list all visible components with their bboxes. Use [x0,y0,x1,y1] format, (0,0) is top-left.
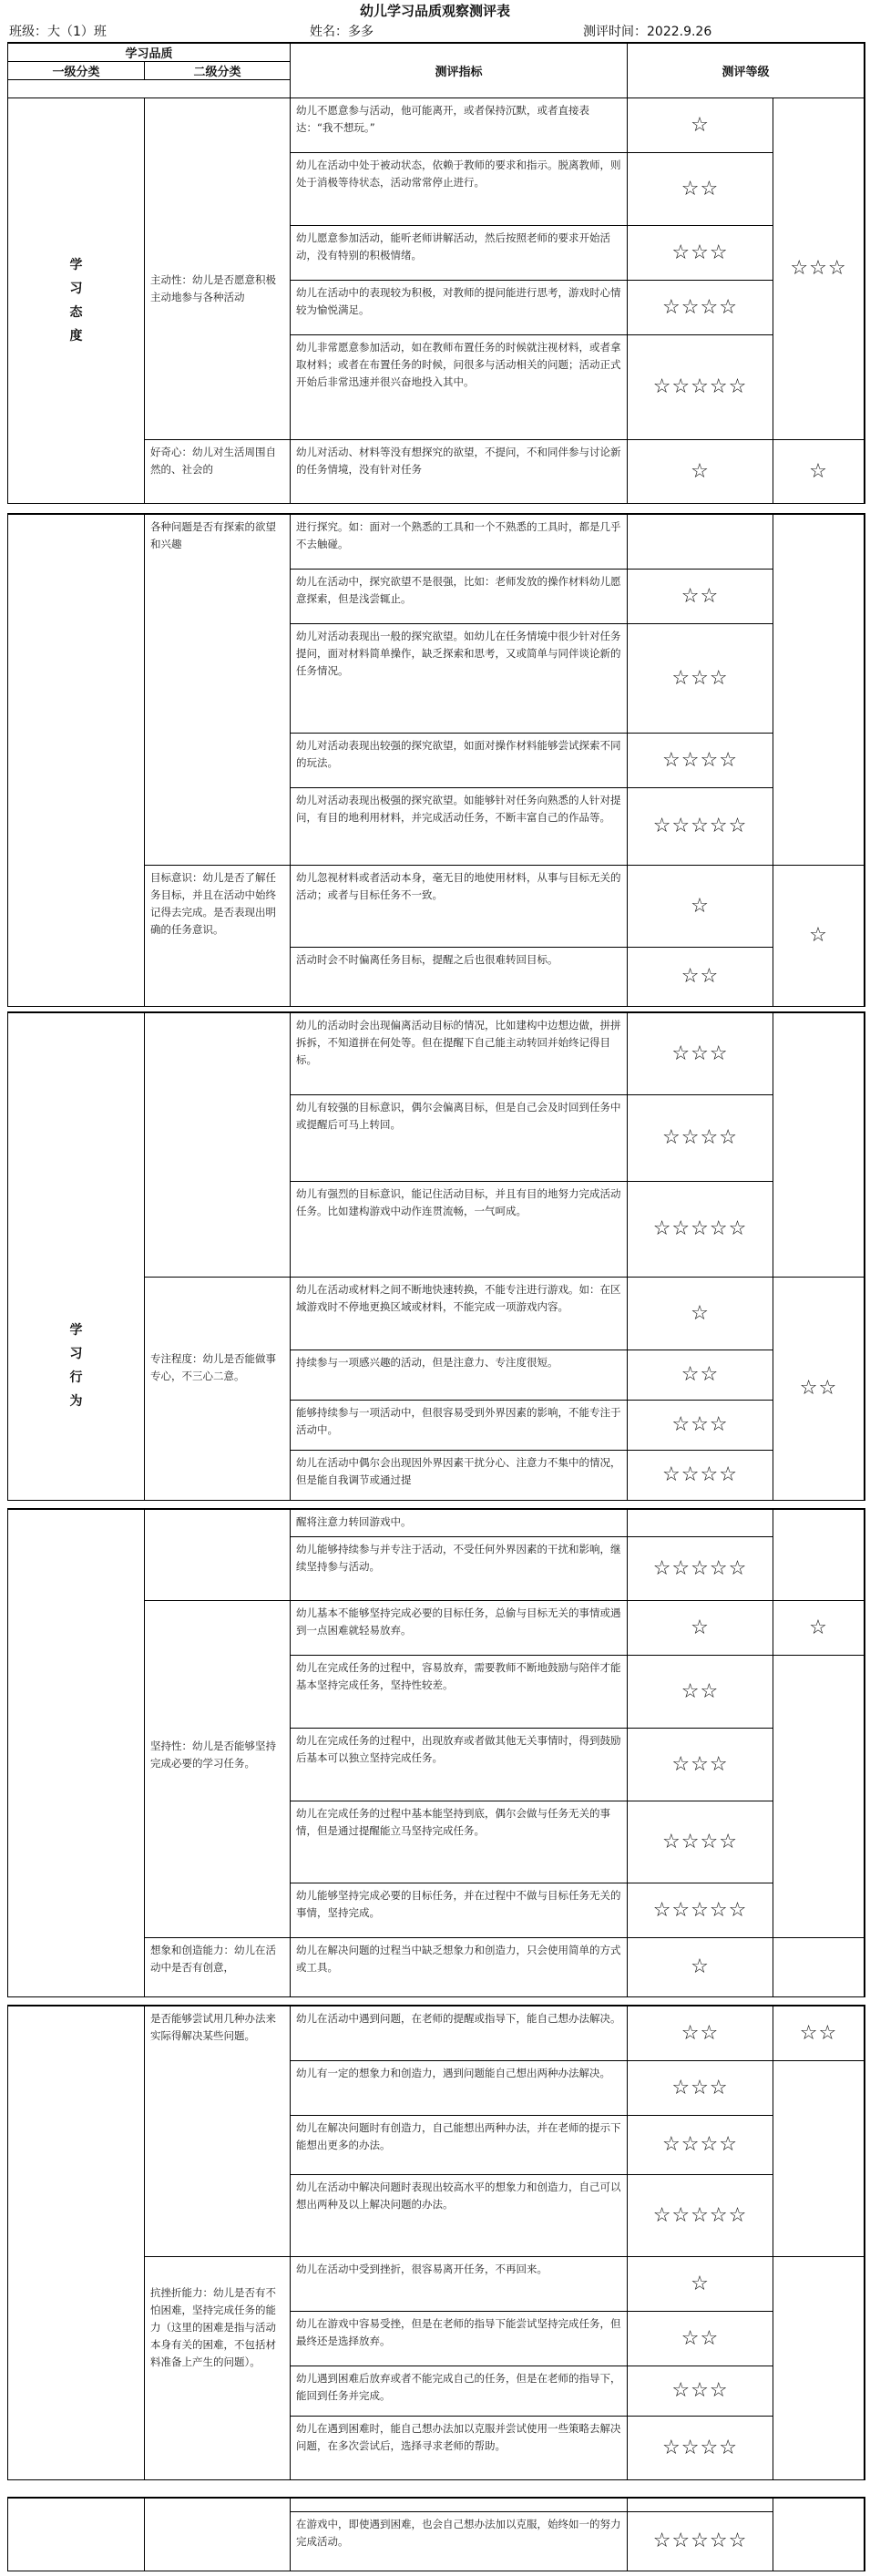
rating-3-star: ☆☆☆ [628,226,773,281]
indicator-i9: 幼儿对活动表现出较强的探究欲望，如面对操作材料能够尝试探索不同的玩法。 [291,734,628,788]
result-empty [773,1656,865,1938]
subcategory-curiosity-continued: 各种问题是否有探索的欲望和兴趣 [145,515,291,866]
rating-4-star: ☆☆☆☆ [628,2116,773,2175]
category-behavior: 学 习 行 为 [8,1013,145,1501]
indicator-i27: 幼儿在活动中遇到问题，在老师的提醒或指导下，能自己想办法解决。 [291,2006,628,2061]
rating-5-star: ☆☆☆☆☆ [628,335,773,440]
subcategory-persistence: 坚持性：幼儿是否能够坚持完成必要的学习任务。 [145,1601,291,1938]
result-initiative: ☆☆☆ [773,98,865,440]
subcategory-initiative: 主动性：幼儿是否愿意积极主动地参与各种活动 [145,98,291,440]
indicator-i7: 幼儿在活动中，探究欲望不是很强，比如：老师发放的操作材料幼儿愿意探索，但是浅尝辄止。 [291,570,628,624]
result-focus: ☆☆ [773,1278,865,1501]
indicator-i23: 幼儿在完成任务的过程中，出现放弃或者做其他无关事情时，得到鼓励后基本可以独立坚持完成任务。 [291,1729,628,1801]
category-behavior-continued [8,2499,145,2571]
rating-2-star: ☆☆ [628,1350,773,1401]
indicator-i25: 幼儿能够坚持完成必要的目标任务，并在过程中不做与目标任务无关的事情，坚持完成。 [291,1883,628,1938]
indicator-i6-continued: 进行探究。如：面对一个熟悉的工具和一个不熟悉的工具时，都是几乎不去触碰。 [291,515,628,570]
rating-1-star: ☆ [628,1938,773,1997]
indicator-i14: 幼儿有较强的目标意识，偶尔会偏离目标，但是自己会及时回到任务中或提醒后可马上转回。 [291,1095,628,1182]
indicator-i3: 幼儿愿意参加活动，能听老师讲解活动，然后按照老师的要求开始活动，没有特别的积极情绪。 [291,226,628,281]
result-persistence: ☆ [773,1601,865,1656]
rating-1-star: ☆ [628,1278,773,1350]
indicator-i28: 幼儿有一定的想象力和创造力，遇到问题能自己想出两种办法解决。 [291,2061,628,2116]
result-empty [773,2499,865,2571]
subcategory-goal-continued [145,1013,291,1278]
rating-1-star: ☆ [628,440,773,504]
header-grade: 测评等级 [628,44,865,98]
rating-2-star: ☆☆ [628,2312,773,2366]
table-page-4 [7,1508,865,1997]
indicator-i16: 幼儿在活动或材料之间不断地快速转换，不能专注进行游戏。如：在区域游戏时不停地更换区域或材料，不能完成一项游戏内容。 [291,1278,628,1350]
rating-5-star: ☆☆☆☆☆ [628,788,773,866]
table-page-6 [7,2497,865,2571]
rating-4-star: ☆☆☆☆ [628,281,773,335]
indicator-i33: 幼儿遇到困难后放弃或者不能完成自己的任务，但是在老师的指导下，能回到任务并完成。 [291,2366,628,2417]
result-curiosity: ☆ [773,440,865,504]
indicator-i30: 幼儿在活动中解决问题时表现出较高水平的想象力和创造力，自己可以想出两种及以上解决问题的办法。 [291,2175,628,2257]
rating-3-star: ☆☆☆ [628,2366,773,2417]
rating-3-star: ☆☆☆ [628,1013,773,1095]
rating-2-star: ☆☆ [628,153,773,226]
header-level1: 一级分类 [8,62,145,80]
result-empty [773,1938,865,1997]
rating-1-star: ☆ [628,98,773,153]
indicator-i22: 幼儿在完成任务的过程中，容易放弃，需要教师不断地鼓励与陪伴才能基本坚持完成任务，坚持性较差。 [291,1656,628,1729]
rating-3-star: ☆☆☆ [628,2061,773,2116]
indicator-i26: 幼儿在解决问题的过程当中缺乏想象力和创造力，只会使用简单的方式或工具。 [291,1938,628,1997]
rating-3-star: ☆☆☆ [628,1729,773,1801]
indicator-i8: 幼儿对活动表现出一般的探究欲望。如幼儿在任务情境中很少针对任务提问，面对材料简单操作，缺乏探索和思考，又或简单与同伴谈论新的任务情况。 [291,624,628,734]
table-page-3 [7,1011,865,1501]
rating-1-star: ☆ [628,866,773,948]
indicator-i24: 幼儿在完成任务的过程中基本能坚持到底，偶尔会做与任务无关的事情，但是通过提醒能立马坚持完成任务。 [291,1801,628,1883]
indicator-i32: 幼儿在游戏中容易受挫，但是在老师的指导下能尝试坚持完成任务，但最终还是选择放弃。 [291,2312,628,2366]
indicator-i31: 幼儿在活动中受到挫折，很容易离开任务，不再回来。 [291,2257,628,2312]
subcategory-frustration: 抗挫折能力：幼儿是否有不怕困难，坚持完成任务的能力（这里的困难是指与活动本身有关的困难，不包括材料准备上产生的问题）。 [145,2257,291,2480]
subcategory-creativity-continued: 是否能够尝试用几种办法来实际得解决某些问题。 [145,2006,291,2257]
indicator-i21: 幼儿基本不能够坚持完成必要的目标任务，总偷与目标无关的事情或遇到一点困难就轻易放弃。 [291,1601,628,1656]
indicator-i17: 持续参与一项感兴趣的活动，但是注意力、专注度很短。 [291,1350,628,1401]
rating-5-star: ☆☆☆☆☆ [628,1182,773,1278]
indicator-i2: 幼儿在活动中处于被动状态，依赖于教师的要求和指示。脱离教师，则处于消极等待状态，活动常常停止进行。 [291,153,628,226]
result-creativity: ☆☆ [773,2006,865,2061]
rating-2-star: ☆☆ [628,948,773,1007]
subcategory-goal: 目标意识：幼儿是否了解任务目标，并且在活动中始终记得去完成。是否表现出明确的任务意识。 [145,866,291,1007]
rating-2-star: ☆☆ [628,2006,773,2061]
rating-5-star: ☆☆☆☆☆ [628,1883,773,1938]
rating-empty [628,1510,773,1537]
subcategory-curiosity: 好奇心：幼儿对生活周围自然的、社会的 [145,440,291,504]
indicator-i4: 幼儿在活动中的表现较为积极，对教师的提问能进行思考，游戏时心情较为愉悦满足。 [291,281,628,335]
indicator-i12: 活动时会不时偏离任务目标，提醒之后也很难转回目标。 [291,948,628,1007]
subcategory-focus: 专注程度：幼儿是否能做事专心，不三心二意。 [145,1278,291,1501]
indicator-i19-continued: 醒将注意力转回游戏中。 [291,1510,628,1537]
rating-2-star: ☆☆ [628,1656,773,1729]
rating-5-star: ☆☆☆☆☆ [628,1537,773,1601]
indicator-i18: 能够持续参与一项活动中，但很容易受到外界因素的影响，不能专注于活动中。 [291,1401,628,1451]
indicator-i6: 幼儿对活动、材料等没有想探究的欲望，不提问，不和同伴参与讨论新的任务情境，没有针对任务 [291,440,628,504]
indicator-i15: 幼儿有强烈的目标意识，能记住活动目标，并且有目的地努力完成活动任务。比如建构游戏中动作连贯流畅，一气呵成。 [291,1182,628,1278]
indicator-i19: 幼儿在活动中偶尔会出现因外界因素干扰分心、注意力不集中的情况，但是能自我调节或通过提 [291,1451,628,1501]
rating-empty [628,515,773,570]
indicator-i5: 幼儿非常愿意参加活动，如在教师布置任务的时候就注视材料，或者拿取材料；或者在布置任务的时候，问很多与活动相关的问题；活动正式开始后非常迅速并很兴奋地投入其中。 [291,335,628,440]
rating-empty [628,2499,773,2512]
rating-5-star: ☆☆☆☆☆ [628,2175,773,2257]
indicator-i34: 幼儿在遇到困难时，能自己想办法加以克服并尝试使用一些策略去解决问题，在多次尝试后，选择寻求老师的帮助。 [291,2417,628,2480]
rating-4-star: ☆☆☆☆ [628,1451,773,1501]
category-behavior-continued [8,1510,145,1997]
result-empty [773,515,865,866]
indicator-i11: 幼儿忽视材料或者活动本身，毫无目的地使用材料，从事与目标无关的活动；或者与目标任务不一致。 [291,866,628,948]
result-goal: ☆ [773,866,865,1007]
result-empty [773,1510,865,1601]
table-page-5 [7,2005,865,2480]
rating-3-star: ☆☆☆ [628,624,773,734]
indicator-i13: 幼儿的活动时会出现偏离活动目标的情况，比如建构中边想边做，拼拼拆拆，不知道拼在何处等。但在提醒下自己能主动转回并始终记得目标。 [291,1013,628,1095]
table-page-2 [7,513,865,1007]
rating-3-star: ☆☆☆ [628,1401,773,1451]
category-attitude: 学 习 态 度 [8,98,145,504]
rating-4-star: ☆☆☆☆ [628,734,773,788]
category-attitude-continued [8,515,145,1007]
header-spacer [8,80,291,98]
subcategory-creativity: 想象和创造能力：幼儿在活动中是否有创意， [145,1938,291,1997]
result-empty [773,1013,865,1278]
header-indicator: 测评指标 [291,44,628,98]
indicator-spacer [291,2499,628,2512]
child-name-label: 姓名：多多 [310,25,374,39]
evaluation-time-label: 测评时间：2022.9.26 [583,25,712,39]
header-quality: 学习品质 [8,44,291,62]
table-page-1 [7,42,865,504]
result-empty [773,2061,865,2257]
rating-1-star: ☆ [628,1601,773,1656]
rating-2-star: ☆☆ [628,570,773,624]
indicator-i20: 幼儿能够持续参与并专注于活动，不受任何外界因素的干扰和影响，继续坚持参与活动。 [291,1537,628,1601]
rating-1-star: ☆ [628,2257,773,2312]
class-label: 班级：大（1）班 [9,25,107,39]
indicator-i29: 幼儿在解决问题时有创造力，自己能想出两种办法，并在老师的提示下能想出更多的办法。 [291,2116,628,2175]
indicator-i10: 幼儿对活动表现出极强的探究欲望。如能够针对任务向熟悉的人针对提问，有目的地利用材料，并完成活动任务，不断丰富自己的作品等。 [291,788,628,866]
category-behavior-continued [8,2006,145,2480]
document-title: 幼儿学习品质观察测评表 [359,3,510,19]
subcategory-frustration-continued [145,2499,291,2571]
rating-4-star: ☆☆☆☆ [628,2417,773,2480]
subcategory-focus-continued [145,1510,291,1601]
result-empty [773,2257,865,2480]
header-level2: 二级分类 [145,62,291,80]
rating-4-star: ☆☆☆☆ [628,1095,773,1182]
indicator-i35: 在游戏中，即使遇到困难，也会自己想办法加以克服，始终如一的努力完成活动。 [291,2512,628,2571]
rating-4-star: ☆☆☆☆ [628,1801,773,1883]
rating-5-star: ☆☆☆☆☆ [628,2512,773,2571]
indicator-i1: 幼儿不愿意参与活动，他可能离开，或者保持沉默，或者直接表达：“我不想玩。” [291,98,628,153]
